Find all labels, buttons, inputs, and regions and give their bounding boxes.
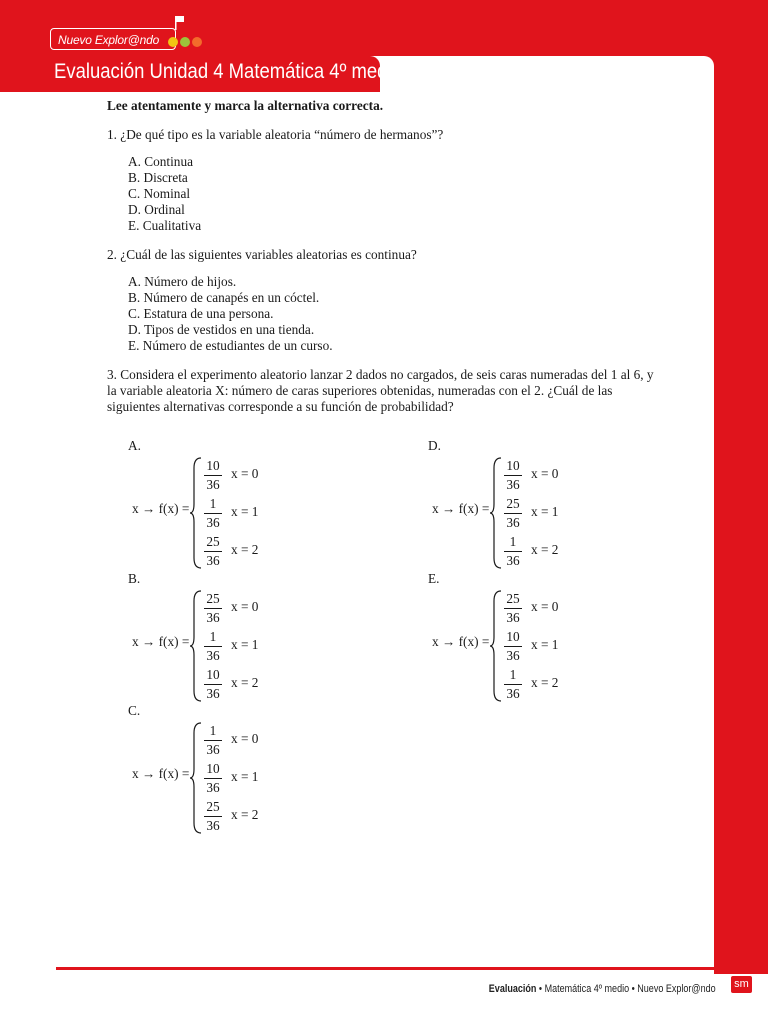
fraction — [204, 799, 222, 834]
fraction-bar — [504, 684, 522, 685]
function-lhs: x → f(x) = — [132, 501, 190, 516]
flag-icon — [170, 16, 184, 30]
logo: Nuevo Explor@ndo — [50, 28, 176, 50]
denominator: 36 — [206, 477, 220, 492]
condition: x = 2 — [531, 675, 559, 690]
condition: x = 2 — [231, 675, 259, 690]
fraction-bar — [504, 646, 522, 647]
question-1-options — [128, 154, 667, 234]
function-lhs: x → f(x) = — [432, 634, 490, 649]
fraction — [204, 723, 222, 758]
option[interactable]: B. Número de canapés en un cóctel. — [128, 290, 320, 305]
fraction — [204, 629, 222, 664]
numerator: 1 — [509, 534, 517, 549]
numerator: 10 — [206, 667, 220, 682]
fraction-bar — [204, 778, 222, 779]
question-2: 2. ¿Cuál de las siguientes variables aleatorias es continua? — [107, 247, 417, 262]
fraction-bar — [204, 646, 222, 647]
numerator: 1 — [209, 723, 217, 738]
numerator: 1 — [209, 496, 217, 511]
fraction-bar — [204, 816, 222, 817]
denominator: 36 — [506, 648, 520, 663]
case-row — [504, 458, 594, 496]
option[interactable]: C. Estatura de una persona. — [128, 306, 274, 321]
fraction — [204, 761, 222, 796]
condition: x = 2 — [531, 542, 559, 557]
fraction-bar — [504, 551, 522, 552]
numerator: 25 — [506, 496, 520, 511]
fraction — [204, 591, 222, 626]
case-row — [204, 496, 294, 534]
condition: x = 2 — [231, 807, 259, 822]
denominator: 36 — [206, 780, 220, 795]
denominator: 36 — [206, 610, 220, 625]
question-2-options — [128, 274, 667, 354]
denominator: 36 — [206, 553, 220, 568]
case-row — [204, 458, 294, 496]
denominator: 36 — [206, 818, 220, 833]
function-option-c[interactable] — [128, 703, 328, 833]
question-3: 3. Considera el experimento aleatorio lanzar 2 dados no cargados, de seis caras numeradas del 1 al 6, y la variable aleatoria X: número de caras superiores obtenidas, numeradas con el 2. ¿Cuál de las siguientes alternativas corresponde a su función de probabilidad? — [107, 367, 654, 414]
fraction-bar — [504, 475, 522, 476]
option-label: E. — [428, 571, 440, 586]
option[interactable]: C. Nominal — [128, 186, 191, 201]
case-row — [204, 667, 294, 705]
fraction — [204, 458, 222, 493]
case-row — [504, 667, 594, 705]
footer-sep: • — [536, 983, 545, 995]
denominator: 36 — [206, 742, 220, 757]
footer-subject: Matemática 4º medio — [544, 983, 630, 995]
function-option-e[interactable] — [428, 571, 628, 701]
function-option-b[interactable] — [128, 571, 328, 701]
function-lhs: x → f(x) = — [432, 501, 490, 516]
numerator: 10 — [506, 629, 520, 644]
condition: x = 0 — [231, 599, 259, 614]
function-option-a[interactable] — [128, 438, 328, 568]
option[interactable]: A. Número de hijos. — [128, 274, 237, 289]
brace-icon — [189, 456, 203, 570]
case-row — [204, 761, 294, 799]
case-row — [504, 496, 594, 534]
function-option-d[interactable] — [428, 438, 628, 568]
fraction-bar — [204, 608, 222, 609]
function-lhs: x → f(x) = — [132, 766, 190, 781]
option[interactable]: B. Discreta — [128, 170, 188, 185]
logo-dots-icon — [168, 34, 204, 44]
numerator: 25 — [206, 591, 220, 606]
numerator: 25 — [206, 799, 220, 814]
numerator: 10 — [206, 458, 220, 473]
option[interactable]: A. Continua — [128, 154, 194, 169]
case-row — [204, 723, 294, 761]
condition: x = 2 — [231, 542, 259, 557]
denominator: 36 — [206, 515, 220, 530]
fraction — [504, 591, 522, 626]
numerator: 1 — [209, 629, 217, 644]
publisher-logo: sm — [731, 976, 752, 993]
fraction — [504, 496, 522, 531]
brace-icon — [189, 589, 203, 703]
numerator: 25 — [206, 534, 220, 549]
case-row — [504, 534, 594, 572]
fraction — [504, 629, 522, 664]
footer-series: Nuevo Explor@ndo — [637, 983, 716, 995]
condition: x = 1 — [531, 504, 559, 519]
option-label: A. — [128, 438, 141, 453]
case-row — [204, 629, 294, 667]
fraction-bar — [204, 740, 222, 741]
option-label: D. — [428, 438, 441, 453]
footer-section: Evaluación — [489, 983, 537, 995]
denominator: 36 — [506, 686, 520, 701]
denominator: 36 — [506, 553, 520, 568]
option-label: C. — [128, 703, 141, 718]
numerator: 10 — [206, 761, 220, 776]
condition: x = 1 — [231, 769, 259, 784]
denominator: 36 — [206, 686, 220, 701]
numerator: 1 — [509, 667, 517, 682]
numerator: 25 — [506, 591, 520, 606]
condition: x = 0 — [231, 731, 259, 746]
condition: x = 0 — [531, 599, 559, 614]
option[interactable]: D. Ordinal — [128, 202, 185, 217]
footer-sep: • — [629, 983, 638, 995]
denominator: 36 — [206, 648, 220, 663]
brace-icon — [489, 589, 503, 703]
denominator: 36 — [506, 610, 520, 625]
fraction — [204, 667, 222, 702]
condition: x = 1 — [231, 504, 259, 519]
condition: x = 0 — [531, 466, 559, 481]
fraction — [504, 458, 522, 493]
function-lhs: x → f(x) = — [132, 634, 190, 649]
fraction — [204, 496, 222, 531]
right-margin-band — [714, 54, 768, 974]
option[interactable]: E. Número de estudiantes de un curso. — [128, 338, 333, 353]
case-row — [204, 799, 294, 837]
brace-icon — [489, 456, 503, 570]
footer — [489, 983, 716, 995]
instructions: Lee atentamente y marca la alternativa correcta. — [107, 98, 384, 113]
fraction — [204, 534, 222, 569]
function-options — [128, 438, 688, 838]
case-row — [204, 534, 294, 572]
fraction-bar — [204, 475, 222, 476]
brace-icon — [189, 721, 203, 835]
fraction-bar — [504, 608, 522, 609]
exam-content — [107, 98, 667, 415]
question-1: 1. ¿De qué tipo es la variable aleatoria “número de hermanos”? — [107, 127, 444, 142]
fraction-bar — [204, 513, 222, 514]
footer-rule — [56, 967, 768, 970]
case-row — [204, 591, 294, 629]
case-row — [504, 591, 594, 629]
numerator: 10 — [506, 458, 520, 473]
option-label: B. — [128, 571, 141, 586]
case-row — [504, 629, 594, 667]
condition: x = 1 — [231, 637, 259, 652]
fraction — [504, 667, 522, 702]
condition: x = 1 — [531, 637, 559, 652]
fraction-bar — [204, 684, 222, 685]
fraction — [504, 534, 522, 569]
option[interactable]: D. Tipos de vestidos en una tienda. — [128, 322, 315, 337]
denominator: 36 — [506, 477, 520, 492]
page-title: Evaluación Unidad 4 Matemática 4º medio — [54, 60, 402, 83]
condition: x = 0 — [231, 466, 259, 481]
denominator: 36 — [506, 515, 520, 530]
option[interactable]: E. Cualitativa — [128, 218, 202, 233]
fraction-bar — [204, 551, 222, 552]
fraction-bar — [504, 513, 522, 514]
